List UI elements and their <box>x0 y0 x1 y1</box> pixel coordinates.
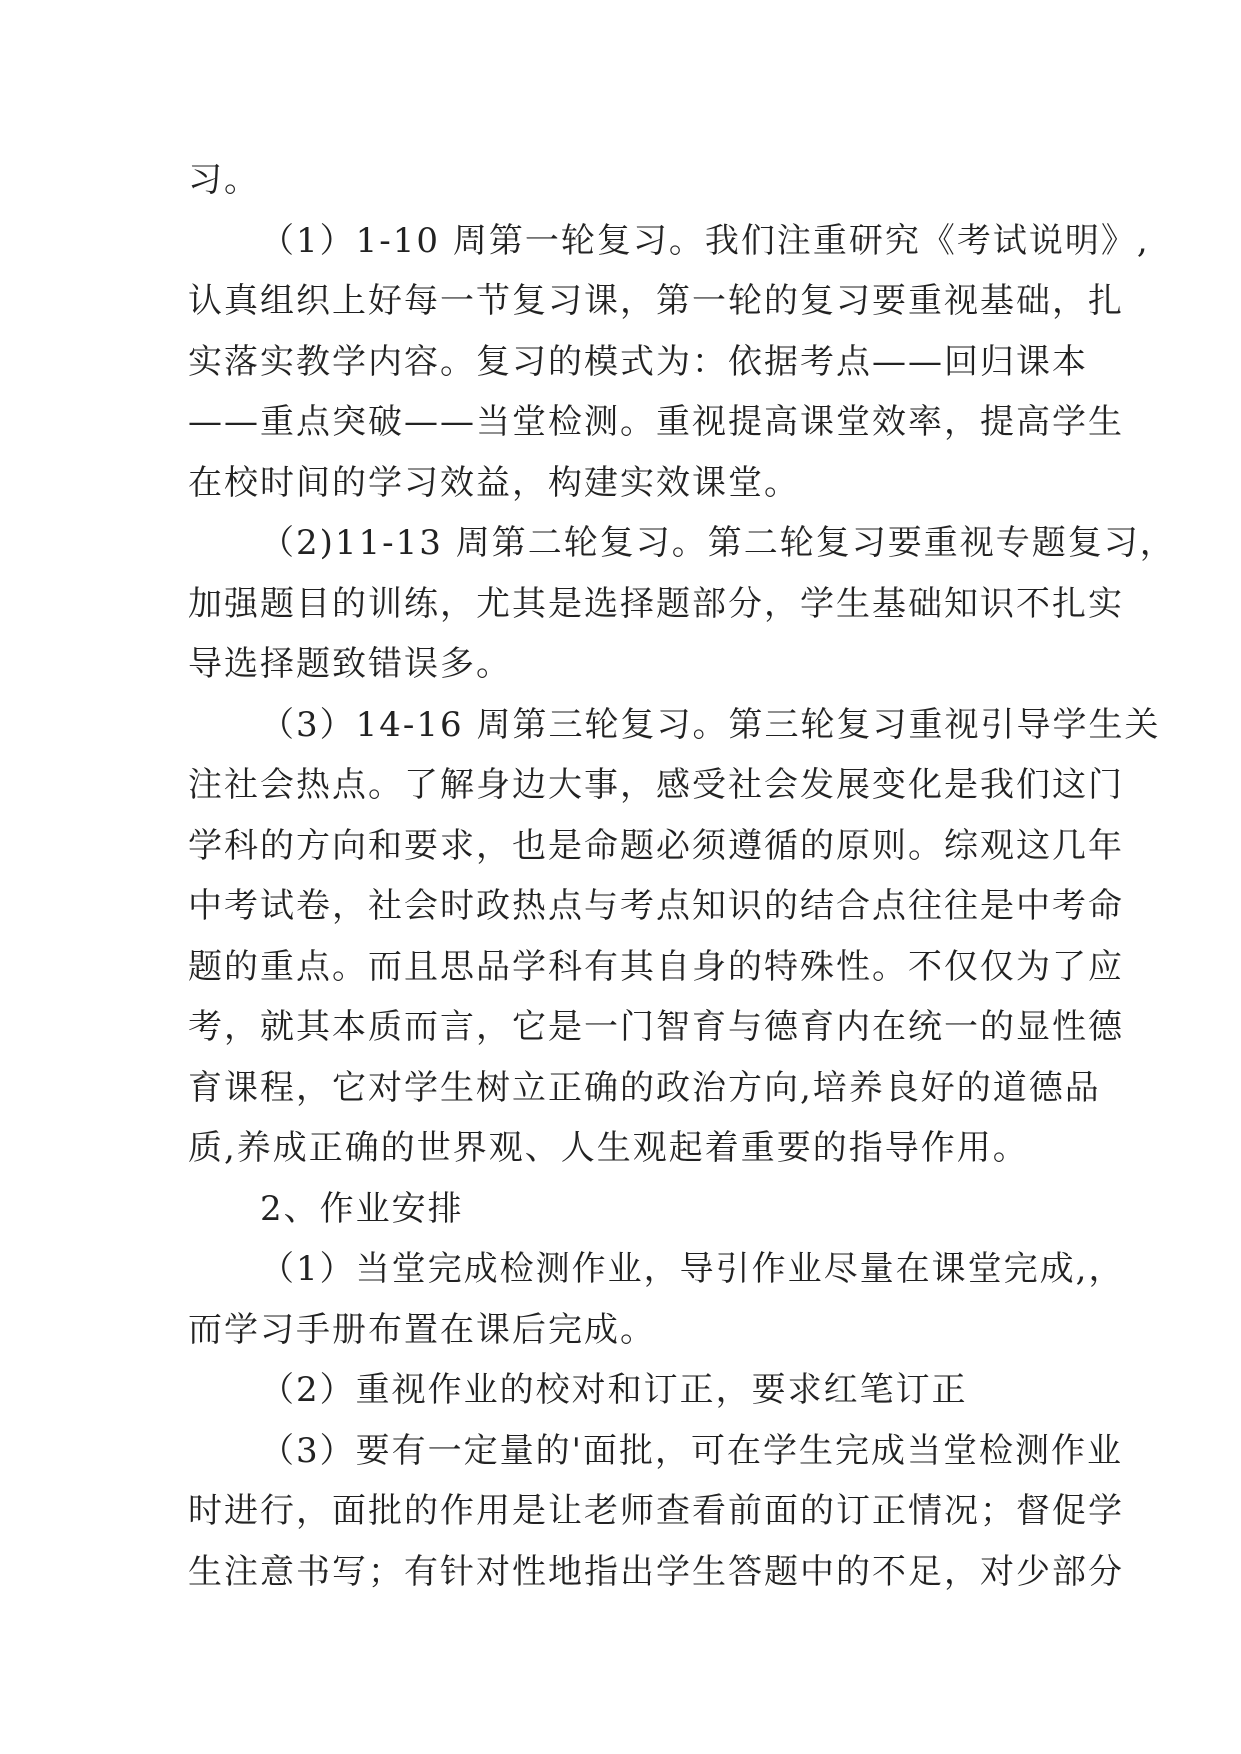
section-heading: 2、作业安排 <box>260 1188 464 1229</box>
text-line: 注社会热点。了解身边大事，感受社会发展变化是我们这门 <box>188 765 1124 805</box>
text-line: （2)11-13 周第二轮复习。第二轮复习要重视专题复习， <box>260 523 1176 563</box>
text-line: 学科的方向和要求，也是命题必须遵循的原则。综观这几年 <box>188 825 1124 866</box>
text-line: （1）1-10 周第一轮复习。我们注重研究《考试说明》, <box>260 220 1150 261</box>
text-line: 考，就其本质而言，它是一门智育与德育内在统一的显性德 <box>188 1007 1124 1047</box>
text-line: 习。 <box>188 160 260 200</box>
text-line: 导选择题致错误多。 <box>188 644 512 684</box>
text-line: 实落实教学内容。复习的模式为：依据考点——回归课本 <box>188 341 1088 382</box>
text-line: 育课程，它对学生树立正确的政治方向,培养良好的道德品 <box>188 1067 1101 1108</box>
text-line: （3）要有一定量的'面批，可在学生完成当堂检测作业 <box>260 1430 1123 1471</box>
text-line: 而学习手册布置在课后完成。 <box>188 1309 656 1350</box>
body-text <box>188 150 1176 1602</box>
text-line: （3）14-16 周第三轮复习。第三轮复习重视引导学生关 <box>260 704 1161 745</box>
text-line: 加强题目的训练，尤其是选择题部分，学生基础知识不扎实 <box>188 583 1124 624</box>
text-line: 题的重点。而且思品学科有其自身的特殊性。不仅仅为了应 <box>188 946 1124 987</box>
text-line: 认真组织上好每一节复习课，第一轮的复习要重视基础，扎 <box>188 281 1124 321</box>
text-line: 在校时间的学习效益，构建实效课堂。 <box>188 462 800 503</box>
text-line: （1）当堂完成检测作业，导引作业尽量在课堂完成,， <box>260 1249 1125 1289</box>
text-line: （2）重视作业的校对和订正，要求红笔订正 <box>260 1370 968 1410</box>
text-line: 时进行，面批的作用是让老师查看前面的订正情况；督促学 <box>188 1491 1124 1531</box>
text-line: 质,养成正确的世界观、人生观起着重要的指导作用。 <box>188 1128 1029 1168</box>
text-line: ——重点突破——当堂检测。重视提高课堂效率，提高学生 <box>188 402 1124 442</box>
text-line: 中考试卷，社会时政热点与考点知识的结合点往往是中考命 <box>188 886 1124 926</box>
text-line: 生注意书写；有针对性地指出学生答题中的不足，对少部分 <box>188 1551 1124 1592</box>
